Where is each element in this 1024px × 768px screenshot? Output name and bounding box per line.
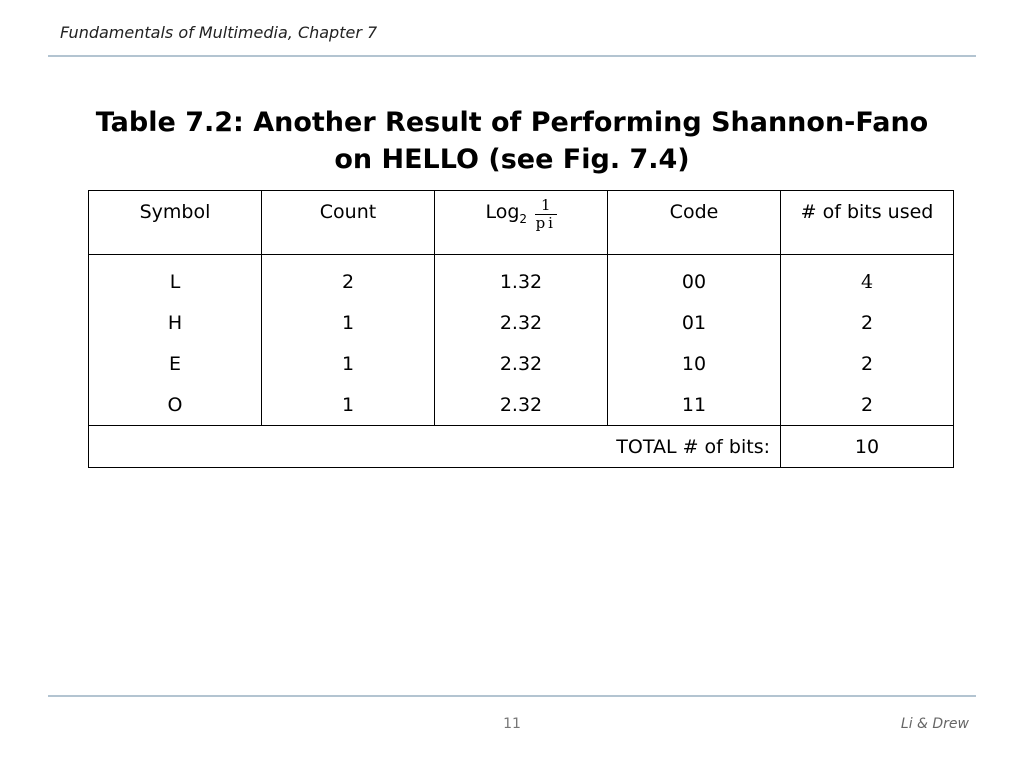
- table-row: [89, 343, 954, 384]
- cell-bits: 2: [781, 302, 954, 343]
- fraction-numerator: 1: [535, 197, 557, 215]
- cell-count: 1: [262, 302, 435, 343]
- cell-log: 2.32: [435, 384, 608, 426]
- cell-log: 1.32: [435, 255, 608, 303]
- header-symbol: Symbol: [89, 191, 262, 255]
- cell-bits: 2: [781, 343, 954, 384]
- table-row: [89, 384, 954, 426]
- title-line-1: Table 7.2: Another Result of Performing Shannon-Fano: [95, 107, 929, 138]
- cell-count: 1: [262, 384, 435, 426]
- cell-log: 2.32: [435, 302, 608, 343]
- header-count: Count: [262, 191, 435, 255]
- cell-symbol: H: [89, 302, 262, 343]
- cell-count: 2: [262, 255, 435, 303]
- slide-header: Fundamentals of Multimedia, Chapter 7: [60, 23, 378, 42]
- cell-bits: 4: [781, 255, 954, 303]
- title-line-2: on HELLO (see Fig. 7.4): [334, 144, 690, 175]
- footer-divider: [48, 695, 976, 697]
- total-label: TOTAL # of bits:: [89, 426, 781, 468]
- log-fraction: [535, 197, 557, 232]
- slide-title: [0, 104, 1024, 178]
- fraction-denominator: pi: [535, 214, 556, 232]
- table-total-row: [89, 426, 954, 468]
- table-row: [89, 255, 954, 303]
- cell-code: 10: [608, 343, 781, 384]
- header-log: [435, 191, 608, 255]
- cell-log: 2.32: [435, 343, 608, 384]
- shannon-fano-table: [88, 190, 954, 468]
- total-value: 10: [781, 426, 954, 468]
- footer-authors: Li & Drew: [900, 716, 969, 732]
- cell-symbol: O: [89, 384, 262, 426]
- header-bits: # of bits used: [781, 191, 954, 255]
- table-header-row: [89, 191, 954, 255]
- cell-symbol: E: [89, 343, 262, 384]
- log-subscript: 2: [519, 211, 528, 226]
- cell-count: 1: [262, 343, 435, 384]
- table-row: [89, 302, 954, 343]
- cell-code: 01: [608, 302, 781, 343]
- header-divider: [48, 55, 976, 57]
- cell-code: 11: [608, 384, 781, 426]
- cell-bits: 2: [781, 384, 954, 426]
- page-number: 11: [503, 716, 521, 732]
- cell-symbol: L: [89, 255, 262, 303]
- log-label: Log: [485, 201, 520, 223]
- header-code: Code: [608, 191, 781, 255]
- cell-code: 00: [608, 255, 781, 303]
